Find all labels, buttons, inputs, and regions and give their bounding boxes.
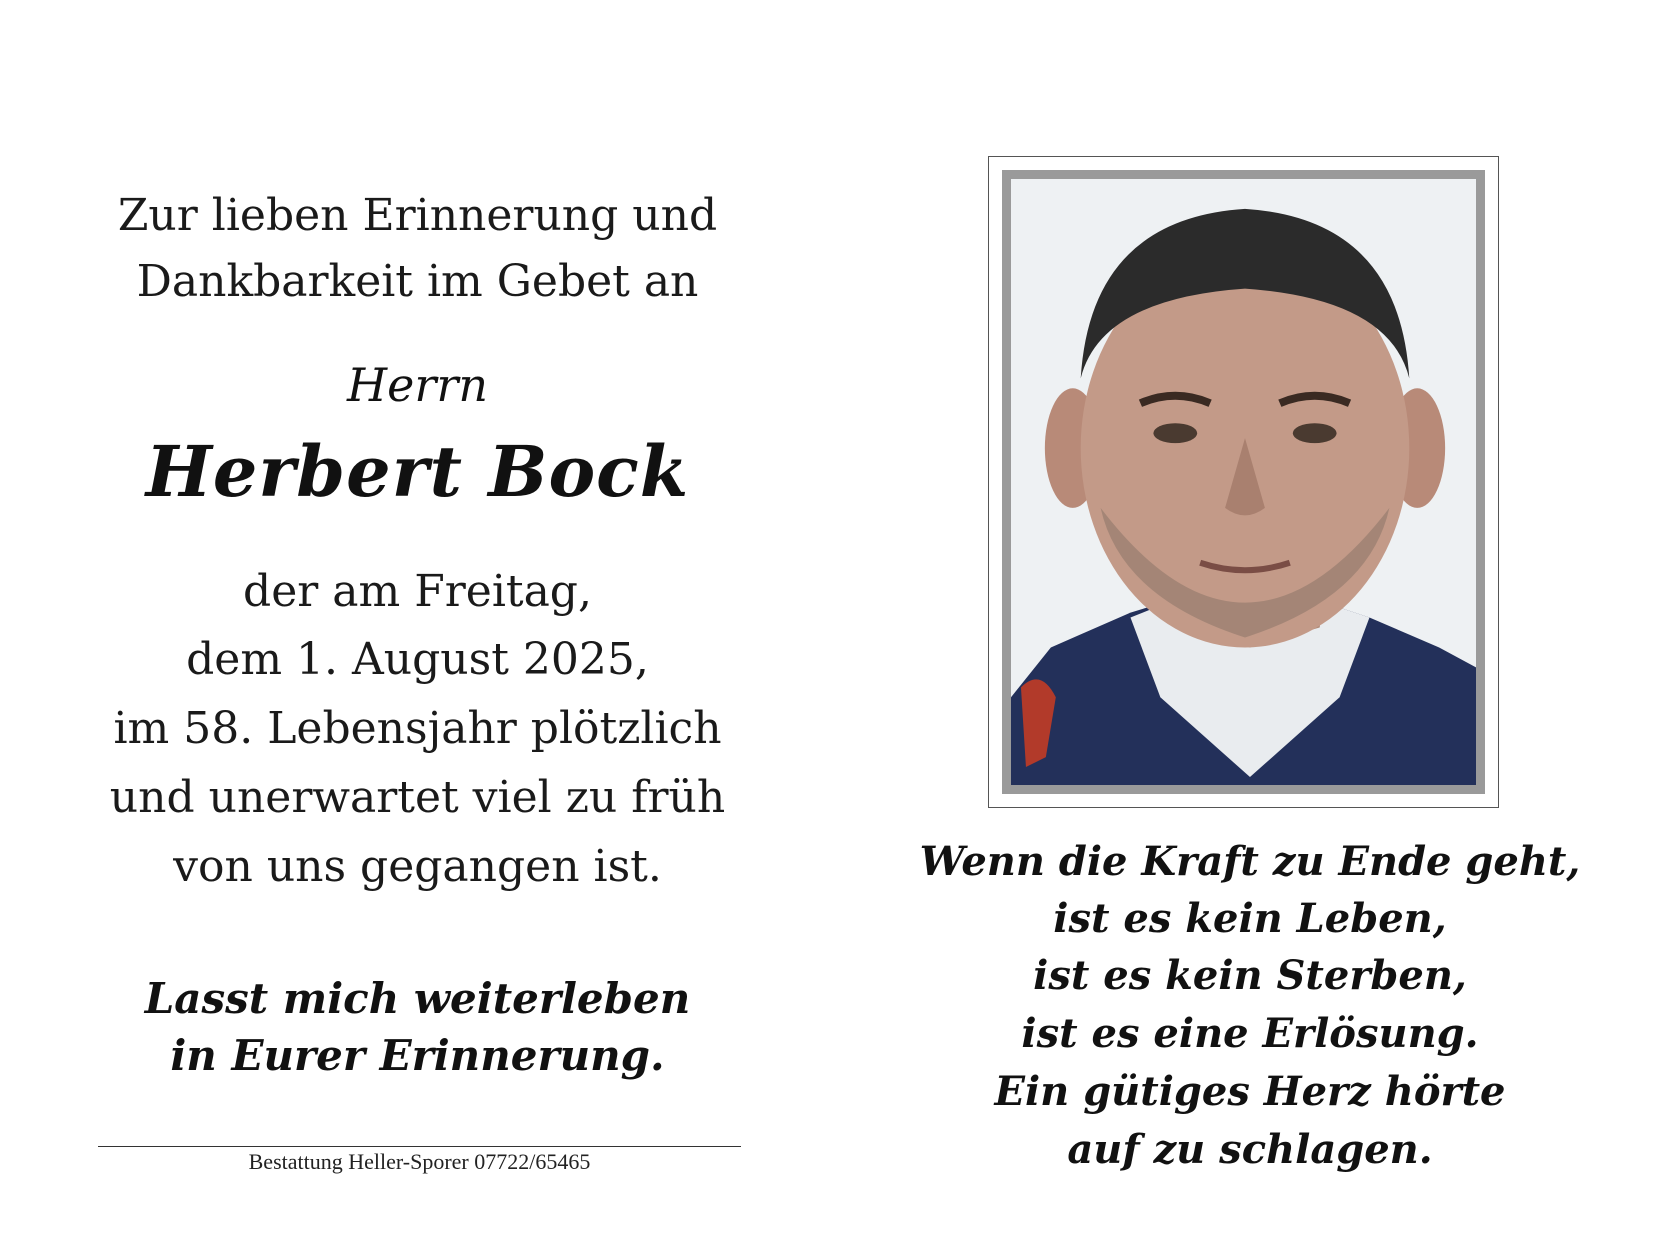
poem-line-3: ist es kein Sterben, (1033, 952, 1467, 999)
deceased-name: Herbert Bock (145, 430, 690, 513)
intro-line-2: Dankbarkeit im Gebet an (136, 256, 699, 307)
card-left-column (60, 0, 775, 1240)
announcement-line-3: im 58. Lebensjahr plötzlich (113, 703, 722, 754)
poem (900, 0, 1600, 1240)
poem-line-1: Wenn die Kraft zu Ende geht, (919, 838, 1581, 885)
poem-line-5: Ein gütiges Herz hörte (994, 1068, 1506, 1115)
funeral-home-footer: Bestattung Heller-Sporer 07722/65465 (248, 1149, 591, 1174)
footer-divider (98, 1146, 741, 1147)
motto-line-1: Lasst mich weiterleben (144, 974, 691, 1023)
motto-line-2: in Eurer Erinnerung. (170, 1031, 665, 1080)
poem-line-6: auf zu schlagen. (1067, 1126, 1433, 1173)
announcement-line-1: der am Freitag, (243, 566, 592, 617)
poem-line-2: ist es kein Leben, (1053, 895, 1447, 942)
announcement-line-5: von uns gegangen ist. (173, 841, 662, 892)
announcement-line-4: und unerwartet viel zu früh (109, 772, 726, 823)
announcement-line-2: dem 1. August 2025, (186, 634, 649, 685)
intro-line-1: Zur lieben Erinnerung und (117, 190, 718, 241)
poem-line-4: ist es eine Erlösung. (1021, 1010, 1479, 1057)
salutation: Herrn (347, 358, 488, 412)
